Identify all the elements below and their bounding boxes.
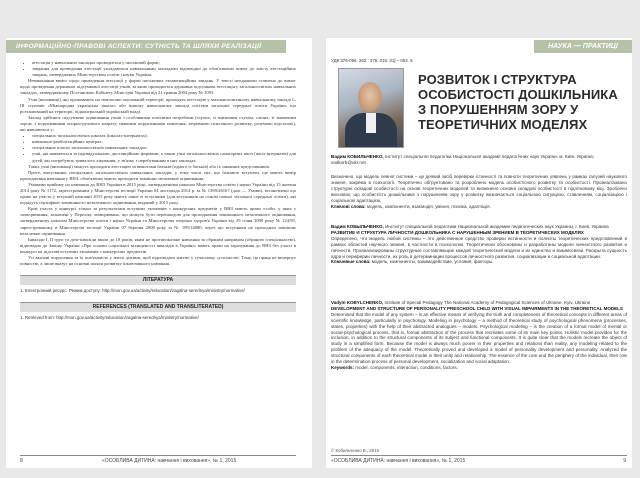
list-item: • атестація у навчальних закладах проводиться у письмовій формі;: [32, 60, 296, 66]
title-en: DEVELOPMENT AND STRUCTURE OF PERSONALITY PRESCHOOL CHILD WITH VISUAL IMPAIRMENTS IN THE THEORETICAL MODELS: [331, 305, 623, 311]
literature-heading: ЛІТЕРАТУРА: [20, 275, 296, 285]
references-heading: REFERENCES (TRANSLATED AND TRANSLITERATED): [20, 302, 296, 312]
photo-shirt: [366, 113, 376, 133]
abstract-text-en: Determined that the model of any system – is an effective means of verifying the truth and completeness of theoretical concepts in different areas of scientific knowledge, particularly in psychology. Modeling in psychology – a method of theoretical study of psychological phenomena (processes, states, properties) with the help of their abstracted analogues – models. Psychological modeling – is the creation of a formal model of mental or social-psychological process, that is, formal abstraction of the process that recreates some of its main key points. Holistic model provides for the inclusion, in addition to the structural components of its subject and functional components. It is quite clear that the models recreate the object of study in a simplified form. Because the model is always much poorer in their properties and relations than reality, any modeling related to the problem of the adequacy of the model. Theoretically proved and developed a model of personality development and personality. Analyzed the structural components of each theoretical model in their unity and relationship. The essence of the core and the periphery of the individual, their role in the determination process of personal development, socialization and social adaptation.: [331, 311, 627, 365]
udk-code: УДК 376-056. 262 : 376. 015. 31] – 053. 6: [331, 58, 413, 63]
author-name-en: Vadym KOBYLCHENKO,: [331, 300, 384, 305]
paragraph: Проте, випускники спеціальних загальноосвітніх навчальних закладів, у тому числі тих, що бажають вступати, ще мають вимір проходження навчання у ВНЗ, обов'язково мають проходити зовнішнє незалежне оцінювання.: [20, 169, 296, 181]
literature-item: 1. Електронний ресурс. Режим доступу: http://mon.gov.ua/activity/education/zagalna-serednya/ministry/normative/: [20, 288, 245, 294]
page-number: 9: [623, 458, 626, 464]
bullet-list-top: [20, 60, 296, 78]
copyright: © Кобильченко В., 2015: [331, 448, 380, 453]
bullet-list-mid: [20, 133, 296, 163]
paragraph: Невиконання вимог щодо проведення атестації у формі письмових екзаменаційних завдань. У тексті неоднаково ставлено до вимог щодо проведення державної підсумкової атестації учнів, за якою проводиться державна підсумкова атестація у загальноосвітніх навчальних закладах, затвердженому Постановою Кабінету Міністрів України від 21 травня 2004 року № 1093.: [20, 78, 296, 96]
journal-footer: «ОСОБЛИВА ДИТИНА: навчання і виховання», № 1, 2015: [331, 458, 466, 464]
author-name: Вадим КОБИЛЬЧЕНКО,: [331, 154, 384, 159]
abstract-uk: [331, 174, 627, 209]
footer-rule: [20, 455, 296, 456]
author-photo: [338, 68, 404, 148]
section-header-left: ІНФОРМАЦІЙНО-ПРАВОВІ АСПЕКТИ: СУТНІСТЬ ТА ШЛЯХИ РЕАЛІЗАЦІЇ: [6, 40, 286, 53]
list-item: • учні, які навчаються за індивідуальною, дистанційною формами, а також учні загальноосвітніх санаторних шкіл (шкіл-інтернатів) для дітей, які потребують тривалого лікування, у зв'язку з перебуванням в них закладах.: [32, 151, 296, 163]
left-page: [6, 38, 312, 468]
abstract-text-ru: Определено, что модель любой системы – это действенное средство проверки истинности и полноты теоретических представлений в рамках областей научного знания, в частности в психологии. Теоретически обоснованы и разработаны модели личностного развития и личности. Проанализированы структурные составляющие каждой теоретической модели и их единство и взаимосвязи. Раскрыта сущность ядра и периферии личности, их роль в детерминации процессов личностного развития, социализации и социальной адаптации.: [331, 235, 627, 259]
author-affiliation: Інститут спеціальної педагогіки Національної академії педагогічних наук України, м. Київ, Україна; vadkorb@ukr.net: [331, 154, 594, 166]
title-ru: РАЗВИТИЕ И СТРУКТУРА ЛИЧНОСТИ ДОШКОЛЬНИКА С НАРУШЕННЫМ ЗРЕНИЕМ В ТЕОРЕТИЧЕСКИХ МОДЕЛЯХ: [331, 229, 584, 235]
list-item: • навчально-реабілітаційних центрах;: [32, 139, 296, 145]
left-page-body: [6, 60, 296, 320]
author-uk: [331, 154, 627, 166]
list-item: • спеціальних класах загальноосвітніх навчальних закладах;: [32, 145, 296, 151]
keywords-en: model, components, interaction, conditions, factors.: [354, 364, 458, 370]
article-title: РОЗВИТОК І СТРУКТУРА ОСОБИСТОСТІ ДОШКІЛЬНИКА З ПОРУШЕННЯМ ЗОРУ У ТЕОРЕТИЧНИХ МОДЕЛЯХ: [418, 72, 618, 132]
keywords-label-en: Keywords:: [331, 364, 355, 370]
keywords: модель, компоненти, взаємодія, уміння, психіка, адаптація.: [365, 203, 491, 209]
journal-footer: «ОСОБЛИВА ДИТИНА: навчання і виховання», № 1, 2015: [102, 458, 237, 464]
right-page: [326, 38, 632, 468]
section-header-right: НАУКА — ПРАКТИЦІ: [534, 40, 632, 53]
paragraph: Інваліди І, ІІ груп та діти-інваліди віком до 18 років, яким не протипоказане навчання за обраним напрямом (обраною спеціальністю), відповідно до Закону України «Про основи соціальної захищеності інвалідів в Україні» мають право на зарахування до ВНЗ без участі в конкурсі на підставі вступних екзаменів з конкурсних предметів.: [20, 236, 296, 254]
page-number: 8: [20, 458, 23, 464]
list-item: • спеціальних загальноосвітніх школах (школах-інтернатах);: [32, 133, 296, 139]
paragraph: Заклад здійснює підсумкове оцінювання учнів з особливими освітніми потребами (глухих, зі зниженим слухом, сліпих, зі зниженим зором, з порушеннями опорно-рухового апарату, тяжкими порушеннями мовлення, затримкою психічного розвитку, розумово відсталих), які навчаються у:: [20, 114, 296, 133]
paragraph: Усі вказані порушення та їх пов'язаність у житті дитини, щоб відповідати життю у сучасному суспільстві. Тому, ця праця не вичерпує повністю, а лише вказує на основні шляхи розвитку інклюзивного навчання.: [20, 255, 296, 267]
paragraph: Умовами прийому на навчання до ВНЗ України в 2015 році, затвердженими наказом Міністерства освіти і науки України від 15 жовтня 2014 року № 1172, зареєстрованим у Міністерстві юстиції України 04 листопада 2014 р. за № 1390/26167 (далі — Умови), встановлено що право на участь у вступній кампанії 2015 року мають лише ті вступники (для вступників на основі повної загальної середньої освіти), які подадуть сертифікат зовнішнього незалежного оцінювання, виданий у 2015 році.: [20, 181, 296, 206]
photo-face: [358, 82, 382, 112]
footer-rule: [331, 455, 627, 456]
paragraph: Крім участь у конкурсі тільки за результатами вступних екзаменів з конкурсних предметів у ВНЗ мають право особи, у яких є захворювання, зазначені у Переліку захворювань, що можуть бути перешкодою для проходження зовнішнього незалежного оцінювання, затвердженому наказом Міністерства освіти і науки України та Міністерства охорони здоров'я України від 29 січня 2008 року № 124/95, зареєстрованому в Міністерстві юстиції України 07 березня 2008 року за № 189/14880, через що вступники не проходили зовнішнє незалежне оцінювання.: [20, 206, 296, 236]
paragraph: Учні (вихованці), які проживають на тимчасово окупованій території, проходять атестацію у загальноосвітньому навчальному закладі І–ІІІ ступенів «Міжнародна українська школа» або іншому навчальному закладі системи загальної середньої освіти України, що розташований на території, підконтрольній українській владі.: [20, 96, 296, 114]
keywords-label: Ключові слова:: [331, 203, 366, 209]
author-affiliation-en: Institute of Special Pedagogy The National Academy of Pedagogical Sciences of Ukraine, Kyiv, Ukraine: [383, 300, 591, 305]
abstract-ru: [331, 224, 627, 265]
keywords-label-ru: Ключевые слова:: [331, 259, 371, 265]
reference-item: 1. Retrieved from: http://mon.gov.ua/activity/education/zagalna-serednya/ministry/normative/: [20, 314, 199, 320]
keywords-ru: модель, компоненты, взаимодействие, условия, факторы.: [370, 259, 494, 265]
abstract-en: [331, 300, 627, 371]
list-item: • завдання для проведення атестації укладаються навчальними закладами відповідно до обов'язкових вимог до змісту атестаційних завдань, затверджених Міністерством освіти і науки України.: [32, 66, 296, 78]
author-affiliation-ru: Институт специальной педагогики Национальной академии педагогических наук Украины, г. Киев, Украина: [383, 224, 609, 229]
paragraph: Таких учні (вихованці) можуть проходити атестацію за вимогами батьків (одного із батьків) або їх законних представників.: [28, 163, 270, 169]
abstract-text: Визначено, що модель певної системи – це деякий засіб перевірки істинності та повноти теоретичних уявлень у рамках галузей наукового знання, зокрема в психології. Теоретично обґрунтовано та розроблено модель особистісного розвитку та особистості. Проаналізовано структурні складові особистості на основі теоретичних моделей та визначено основні складові особистості в підлітковому віці. Зроблено висновок, що особистість дошкільника з порушенням зору у розвитку визначається соціальною ситуацією, ставленням, соціалізацією і соціальною адаптацією.: [331, 174, 627, 203]
author-name-ru: Вадим КОБЫЛЬЧЕНКО,: [331, 224, 384, 229]
